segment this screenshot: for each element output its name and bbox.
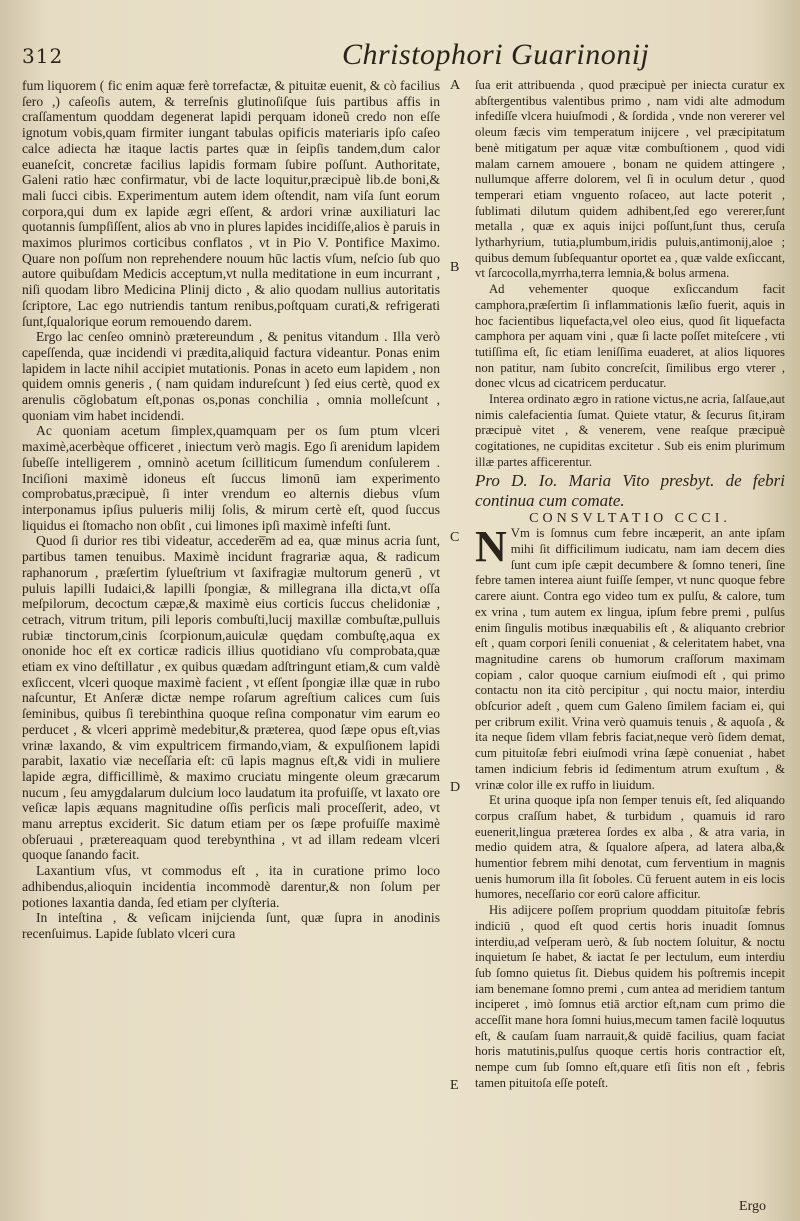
left-paragraph: In inteſtina , & veſicam inijcienda ſunt, quæ ſupra in anodinis recenſuimus. Lapide ſublato vlceri cura [22,910,440,941]
right-paragraph: Interea ordinato ægro in ratione victus,ne acria, ſalſaue,aut nimis calefacientia ſumat. Quiete vtatur, & ſecurus ſit,iram præcipuè vitet , & venerem, vene reaſque præcipuè cogitationes, ne cupiditas excitetur . Sub eis enim plurimum illæ partes afficerentur. [475,392,785,469]
left-paragraph: Ergo lac cenſeo omninò prætereundum , & penitus vitandum . Illa verò capeſſenda, quæ incidendi vi prædita,aliquid factura videantur. Ponas enim lapidem in lacte nihil accipiet mutationis. Ponas in aceto eum lapidem , non quidem omnis generis , ( nam quidam indureſcunt ) ſed eius certè, quod ex arenulis cōglobatum eſt,ponas os,ponas conchilia , omnia molleſcunt , quoniam vim habet incidendi. [22,329,440,423]
margin-letter: B [450,260,460,275]
left-paragraph: Quod ſi durior res tibi videatur, accedere̅m ad ea, quæ minus acria ſunt, partibus tamen tenuibus. Maximè incidunt fragrariæ aqua, & radicum raphanorum , præſertim ſylueſtrium vt ſaxifragiæ multorum generū , vt puluis lapilli Iudaici,& lapilli ſpongiæ, & millegrana illa dicta,vt oſſa meſpilorum, decoctum cæpæ,& maximè eius corticis ſuccus chelidoniæ , cetrach, vitrum tritum, pili leporis combuſti,lucij maxillæ combuſtæ,pulluis rubiæ tinctorum,cinis ſcorpionum,auiculæ quędam combuſtę,aqua ex ononide hoc eſt ex corticæ radicis illius quotidiano vſu comprobata,quæ etiam ex vino deſtillatur , ex quibus quædam adſtringunt etiam,& cum valdè exſiccent, vlceri quoque maximè facient , vt eſſent ſpongiæ illæ quæ in rubo naſcuntur, Et Anſeræ dictæ nempe roſarum agreſtium calices cum ſuis ſeminibus, quibus ſi terebinthina quoque reſina componatur vim earum eo perducet , & vlceri apprimè medebitur,& præterea, quod ſæpe opus eſt,vias vrinæ laxando, & vim expultricem firmando,viam, & expulſionem lapidi parabit, laxatio viæ neceſſaria eſt: cū lapis magnus eſt,& vidi in muliere lapide ægra, difficillimè, & maximo cruciatu mingente oleum græcarum nucum , ſeu amygdalarum dulcium loco laudatum ita profuiſſe, vt laxato ore veſicæ lapis æquans magnitudine oſſis perſicis mali proceſſerit, adeo, vt manu arreptus exciderit. Sic datum etiam per os ſæpe profuiſſe maximè obſeruaui , prætereaquam quod terebynthina , vt ad illam redeam vlceri quoque ſanando facit. [22,533,440,863]
margin-letter: D [450,780,461,795]
left-column [22,78,440,1207]
catchword: Ergo [739,1199,766,1214]
page-number: 312 [22,44,64,68]
section-paragraph: His adijcere poſſem proprium quoddam pituitoſæ febris indiciū , quod eſt quod certis horis inuadit ſomnus interdiu,ad veſperam uerò, & ſub noctem ſoluitur, & noctu inquietum ſe habet, & iactat ſe per lectulum, eum interdiu ſub ſomno quietus ſit. Diebus quidem his poſtremis incepit iam benemane ſomno premi , cum antea ad meridiem tantum inciperet , imò ſomnus etiā arctior eſt,nam cum primo die acceſſit mane hora ſomni huius,mecum tamen facilè loquutus eſt, & cauſam ſuam narrauit,& quidē facilius, quam faciat horis matutinis,pulſus quoque certis horis contractior eſt, nempe cum ſub ſomno eſt,quare etſi ſitis non eſt , febris tamen pituitoſa eſſe poteſt. [475,903,785,1090]
right-paragraph: Ad vehementer quoque exſiccandum facit camphora,præſertim ſi inflammationis læſio fuerit, aquis in hoc facientibus liquefacta,vel oleo eius, quod ſit liquefacta camphora per aquam vini , quæ ſi lacte poſſet miteſcere , vti tutiſſima eſt, ſic etiam leniſſima euaderet, at alios liquores non patitur, nam ſubito concreſcit, ſimilibus ergo vterer , donec vlcus ad cicatricem perducatur. [475,282,785,391]
section-title: Pro D. Io. Maria Vito presbyt. de febri continua cum comate. [475,470,785,510]
section-paragraph-text: Vm is ſomnus cum febre incæperit, an ante ipſam mihi ſit difficilimum iudicatu, nam iam decem dies ſunt cum ipſe cæpit decumbere & ſomno teneri, ſine febre tamen interea aiunt fuiſſe ſemper, vt nunc quoque febre carere aiunt. Contra ego video tum ex pulſu, & calore, tum ex vrina , tum autem ex lingua, ipſum febre premi , pulſus enim ſingulis motibus inæquabilis eſt , & aliquanto crebrior eſt , quam corpori ſenili conueniat , & celeritatem habet, vna magnitudine carens ob humorum craſſorum maximam copiam , calor quoque carnium eiuſmodi eſt , qui primo contactu non ita citò percipitur , qui noctu maior, interdiu obſcurior adeſt , quem cum Galeno ſimilem faciam ei, qui per cribrum exilit. Vrina verò quamuis tenuis , & aquoſa , & ita neque ſidem vllam febris faciat,neque verò ſidem demat, cum pituitoſæ febri eiuſmodi vrina ſæpè conueniat , habet tamen indicium febris id ſedimentum atrum exuſtum , & vrinæ color ille ex ruffo in liuidum. [475,526,785,792]
section-paragraph: Et urina quoque ipſa non ſemper tenuis eſt, ſed aliquando corpus craſſum habet, & turbidum , quamuis id raro euenerit,lingua præterea ſordes ex alba , & atra varia, in medio quidem atra, & ſqualore aſpera, ad latera alba,& humentior febrem mihi denotat, cum ferventium in magnis uenis humorum illa ſit ſoboles. Cū feruent autem in eis locis humores, neceſſario cor eorū calore afficitur. [475,793,785,902]
margin-letters [446,78,468,1221]
margin-letter: C [450,530,460,545]
left-paragraph: Laxantium vſus, vt commodus eſt , ita in curatione primo loco adhibendus,alioquin incidentia incommodè darentur,& non ſolum per potiones laxantia danda, ſed etiam per clyſteria. [22,863,440,910]
drop-cap: N [475,522,507,572]
page-header [22,38,774,78]
margin-letter: A [450,78,461,93]
right-column [475,78,785,1207]
running-head: Christophori Guarinonij [342,38,650,71]
section-paragraph [475,522,785,793]
consultatio-heading: CONSVLTATIO CCCI. [529,510,731,526]
left-paragraph: Ac quoniam acetum ſimplex,quamquam per os ſum ptum vlceri maximè,acerbèque officeret , iniectum verò magis. Ego ſi arenidum lapidem ſubeſſe intelligerem , omninò acetum ſcilliticum ſumendum conſulerem . Inciſioni maximè idoneus eſt ſuccus limonū iam experimento comprobatus,præcipuè, ſi inter vrendum eo alternis diebus vſum interponamus ipſius pulueris milij ſolis, & mirum certè eſt, quod ſuccus liquidus ei ſtomacho non obſit , cui limones ipſi maximè infeſti ſunt. [22,423,440,533]
left-paragraph: fum liquorem ( fic enim aquæ ferè torrefactæ, & pituitæ euenit, & cò facilius ſero ,) caſeoſis autem, & terreſnis glutinoſiſque ſuis partibus affis in craſſamentum quoddam degenerat lapidi perquam idoneũ credo non eſſe ignotum vobis,quam firmiter iungant tabulas opificis materiaris ipſo caſeo calce adiecta hæ itaque lactis partes quæ in ſeipſis tandem,dum calor euaneſcit, concretæ facilius lapidis formam ſubire poſſunt. Authoritate, Galeni ratio hæc confirmatur, vbi de lacte loquitur,præcipuè lib.de boni,& mali ſucci cibis. Experimentum autem idem oſtendit, nam viſa ſunt eorum corpora,qui dum ex lapide ægri eſſent, & ardori vrinæ auxiliaturi lac quotannis ſumpſiſſent, alios ab vno in plures lapides incidiſſe,alios è paruis in maximos plurimos corticibus conflatos , vt in Pio V. Pontifice Maximo. Quare non poſſum non reprehendere nouum hūc lactis vſum, neſcio ſub quo autore quibuſdam Medicis acceptum,vt nulla meditatione in eum incurrant , niſi quodam libro Medicina Plinij dicto , & alio quodam nullius autoritatis ſcriptore, Lac ego nutriendis tantum renibus,poſtquam curati,& refrigerati ſunt,ſqualorique eorum remouendo darem. [22,78,440,329]
right-paragraph: ſua erit attribuenda , quod præcipuè per iniecta curatur ex abſtergentibus valentibus primo , nam vidi alte admodum infediſſe vlcera huiuſmodi , & ſordida , vnde non vererer vel oleum fæcis vim temperatum inijcere , vel præcipitatum benè mitigatum per aquæ vitæ combuſtionem , quod vidi malam carnem amouere , bonam ne quidem attingere , nullumque afferre dolorem, vel ſi in oculum detur , quod temperari etiam vnguento roſaceo, aut lacte poterit , ſublimati dilutum quidem adhibent,ſed ego vererer,ſunt metalla , quæ ex aquis inijci poſſunt,ſunt thus, ceruſa lytharhyrium, tutia,plumbum,iridis puluis,antimonij,aloe ; quibus demum ſubſequantur oportet ea , quæ valde exſiccant, vt ſarcocolla,myrrha,terra lemnia,& bolus armena. [475,78,785,281]
margin-letter: E [450,1078,459,1093]
